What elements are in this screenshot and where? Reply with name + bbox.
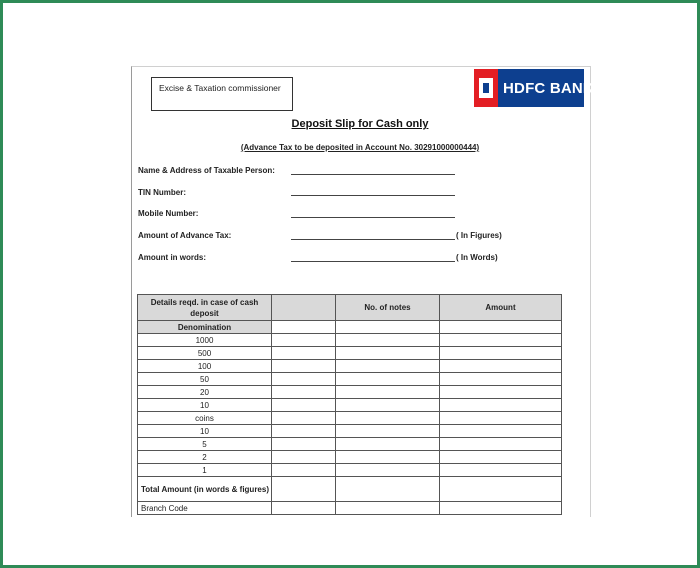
table-row — [138, 399, 562, 412]
field-label-name-address: Name & Address of Taxable Person: — [138, 166, 275, 175]
form-subtitle: (Advance Tax to be deposited in Account No. 30291000000444) — [240, 143, 480, 152]
field-line-name-address[interactable] — [291, 174, 455, 175]
table-row — [138, 464, 562, 477]
hdfc-bank-logo — [474, 69, 594, 107]
bank-logo-text: HDFC BANK — [503, 79, 594, 97]
cash-deposit-table — [137, 294, 562, 515]
table-cell[interactable] — [440, 399, 562, 412]
denomination-label: Denomination — [138, 321, 272, 334]
table-cell[interactable] — [272, 502, 336, 515]
table-cell[interactable] — [336, 464, 440, 477]
table-cell[interactable] — [272, 334, 336, 347]
table-cell[interactable] — [272, 373, 336, 386]
field-suffix-figures: ( In Figures) — [456, 231, 502, 240]
table-cell[interactable] — [440, 321, 562, 334]
table-header-row — [138, 295, 562, 321]
table-cell[interactable] — [272, 321, 336, 334]
table-row — [138, 386, 562, 399]
table-cell[interactable] — [272, 399, 336, 412]
table-cell[interactable] — [336, 373, 440, 386]
table-cell[interactable] — [336, 502, 440, 515]
denomination-value: 500 — [138, 347, 272, 360]
denomination-value: 1 — [138, 464, 272, 477]
table-cell[interactable] — [336, 334, 440, 347]
department-box: Excise & Taxation commissioner — [151, 77, 293, 111]
table-cell[interactable] — [440, 373, 562, 386]
table-cell[interactable] — [440, 347, 562, 360]
table-cell[interactable] — [440, 477, 562, 502]
denomination-value: 20 — [138, 386, 272, 399]
bank-logo-icon — [474, 69, 498, 107]
table-row — [138, 360, 562, 373]
table-cell[interactable] — [336, 438, 440, 451]
table-cell[interactable] — [440, 425, 562, 438]
table-cell[interactable] — [272, 360, 336, 373]
table-cell[interactable] — [272, 425, 336, 438]
total-amount-label: Total Amount (in words & figures) — [138, 477, 272, 502]
table-cell[interactable] — [272, 347, 336, 360]
table-cell[interactable] — [440, 502, 562, 515]
branch-code-label: Branch Code — [138, 502, 272, 515]
table-cell[interactable] — [272, 464, 336, 477]
table-cell[interactable] — [440, 438, 562, 451]
form-title: Deposit Slip for Cash only — [291, 118, 429, 130]
table-cell[interactable] — [272, 451, 336, 464]
denomination-value: 1000 — [138, 334, 272, 347]
table-cell[interactable] — [336, 347, 440, 360]
field-line-advance-tax[interactable] — [291, 239, 455, 240]
table-cell[interactable] — [440, 334, 562, 347]
denomination-value: 2 — [138, 451, 272, 464]
field-line-tin[interactable] — [291, 195, 455, 196]
table-cell[interactable] — [336, 399, 440, 412]
table-cell[interactable] — [440, 464, 562, 477]
table-row — [138, 334, 562, 347]
table-row — [138, 451, 562, 464]
table-row — [138, 477, 562, 502]
table-cell[interactable] — [336, 321, 440, 334]
denomination-value: 100 — [138, 360, 272, 373]
table-cell[interactable] — [336, 451, 440, 464]
field-line-mobile[interactable] — [291, 217, 455, 218]
table-cell[interactable] — [336, 386, 440, 399]
denomination-value: 5 — [138, 438, 272, 451]
table-row — [138, 412, 562, 425]
table-cell[interactable] — [440, 360, 562, 373]
field-suffix-words: ( In Words) — [456, 253, 498, 262]
table-cell[interactable] — [440, 386, 562, 399]
table-cell[interactable] — [272, 412, 336, 425]
denomination-value: 50 — [138, 373, 272, 386]
table-cell[interactable] — [440, 412, 562, 425]
field-label-tin: TIN Number: — [138, 188, 186, 197]
field-line-amount-words[interactable] — [291, 261, 455, 262]
table-row — [138, 502, 562, 515]
header-amount: Amount — [440, 295, 562, 321]
field-label-mobile: Mobile Number: — [138, 209, 199, 218]
header-details: Details reqd. in case of cash deposit — [138, 295, 272, 321]
table-cell[interactable] — [336, 477, 440, 502]
table-cell[interactable] — [336, 425, 440, 438]
header-blank — [272, 295, 336, 321]
denomination-value: 10 — [138, 425, 272, 438]
table-cell[interactable] — [336, 360, 440, 373]
table-cell[interactable] — [272, 386, 336, 399]
table-row — [138, 373, 562, 386]
field-label-advance-tax: Amount of Advance Tax: — [138, 231, 232, 240]
table-row — [138, 321, 562, 334]
table-cell[interactable] — [272, 438, 336, 451]
table-row — [138, 347, 562, 360]
table-row — [138, 425, 562, 438]
table-row — [138, 438, 562, 451]
field-label-amount-words: Amount in words: — [138, 253, 206, 262]
coins-label: coins — [138, 412, 272, 425]
denomination-value: 10 — [138, 399, 272, 412]
header-no-of-notes: No. of notes — [336, 295, 440, 321]
table-cell[interactable] — [440, 451, 562, 464]
table-cell[interactable] — [272, 477, 336, 502]
table-cell[interactable] — [336, 412, 440, 425]
